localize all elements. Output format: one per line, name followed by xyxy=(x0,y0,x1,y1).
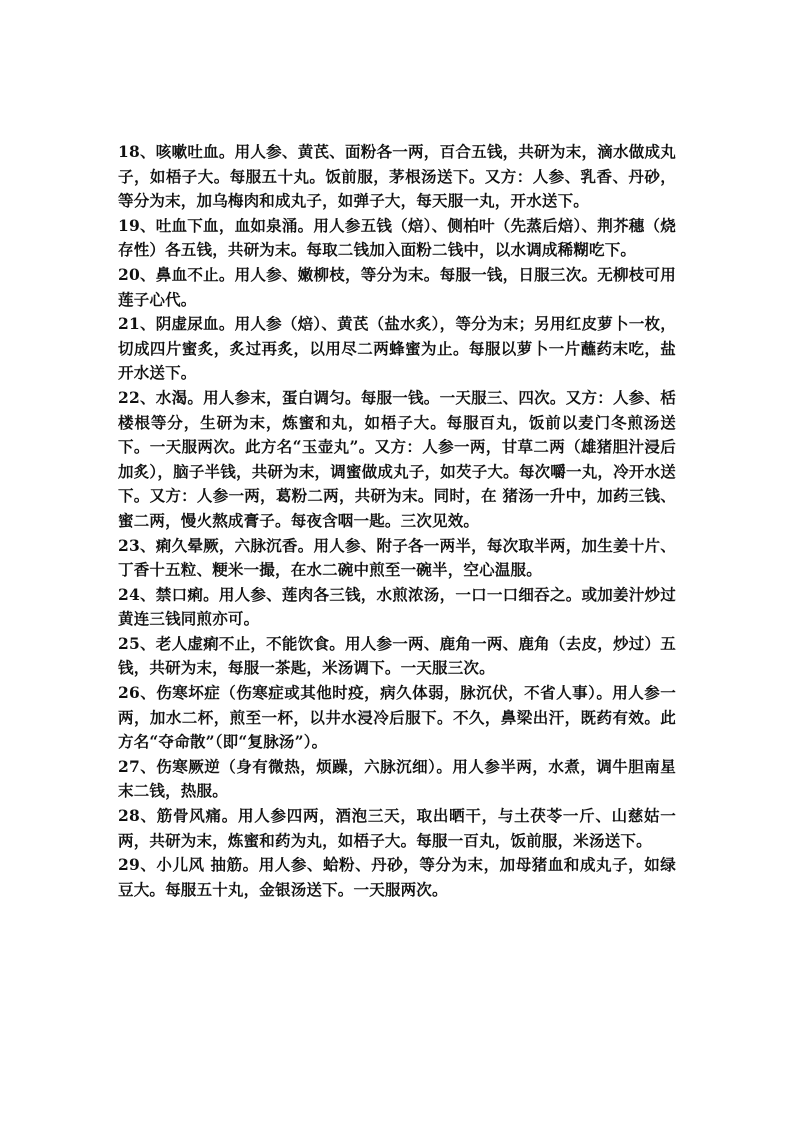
remedy-entry-21: 21、阴虚尿血。用人参（焙）、黄芪（盐水炙），等分为末；另用红皮萝卜一枚，切成四片蜜炙，炙过再炙，以用尽二两蜂蜜为止。每服以萝卜一片蘸药末吃，盐开水送下。 xyxy=(118,314,676,383)
remedy-entry-20: 20、鼻血不止。用人参、嫩柳枝，等分为末。每服一钱，日服三次。无柳枝可用莲子心代。 xyxy=(118,264,676,309)
remedy-entry-25: 25、老人虚痢不止，不能饮食。用人参一两、鹿角一两、鹿角（去皮，炒过）五钱，共研为末，每服一茶匙，米汤调下。一天服三次。 xyxy=(118,633,676,678)
remedy-entry-29: 29、小儿风 抽筋。用人参、蛤粉、丹砂，等分为末，加母猪血和成丸子，如绿豆大。每服五十丸，金银汤送下。一天服两次。 xyxy=(118,855,676,899)
remedy-entry-19: 19、吐血下血，血如泉涌。用人参五钱（焙）、侧柏叶（先蒸后焙）、荆芥穗（烧存性）各五钱，共研为末。每取二钱加入面粉二钱中，以水调成稀糊吃下。 xyxy=(118,215,676,260)
remedy-entry-26: 26、伤寒坏症（伤寒症或其他时疫，病久体弱，脉沉伏，不省人事）。用人参一两，加水二杯，煎至一杯，以井水浸冷后服下。不久，鼻梁出汗，既药有效。此方名“夺命散”（即“复脉汤”）。 xyxy=(118,683,676,752)
remedy-entry-28: 28、筋骨风痛。用人参四两，酒泡三天，取出晒干，与土茯苓一斤、山慈姑一两，共研为末，炼蜜和药为丸，如梧子大。每服一百丸，饭前服，米汤送下。 xyxy=(118,806,676,850)
remedy-entry-23: 23、痢久晕厥，六脉沉香。用人参、附子各一两半，每次取半两，加生姜十片、丁香十五粒、粳米一撮，在水二碗中煎至一碗半，空心温服。 xyxy=(118,535,676,580)
remedy-entry-22: 22、水渴。用人参末，蛋白调匀。每服一钱。一天服三、四次。又方：人参、栝楼根等分，生研为末，炼蜜和丸，如梧子大。每服百丸，饭前以麦门冬煎汤送下。一天服两次。此方名“玉壶丸”。又方：人参一两，甘草二两（雄猪胆汁浸后加炙），脑子半钱，共研为末，调蜜做成丸子，如芡子大。每次嚼一丸，冷开水送下。又方：人参一两，葛粉二两，共研为末。同时，在 猪汤一升中，加药三钱、蜜二两，慢火熬成膏子。每夜含咽一匙。三次见效。 xyxy=(118,387,676,530)
remedy-entry-27: 27、伤寒厥逆（身有微热，烦躁，六脉沉细）。用人参半两，水煮，调牛胆南星末二钱，热服。 xyxy=(118,756,676,801)
document-body xyxy=(118,140,676,902)
remedy-entry-24: 24、禁口痢。用人参、莲肉各三钱，水煎浓汤，一口一口细吞之。或加姜汁炒过黄连三钱同煎亦可。 xyxy=(118,584,676,629)
remedy-entry-18: 18、咳嗽吐血。用人参、黄芪、面粉各一两，百合五钱，共研为末，滴水做成丸子，如梧子大。每服五十丸。饭前服，茅根汤送下。又方：人参、乳香、丹砂，等分为末，加乌梅肉和成丸子，如弹子大，每天服一丸，开水送下。 xyxy=(118,142,676,211)
